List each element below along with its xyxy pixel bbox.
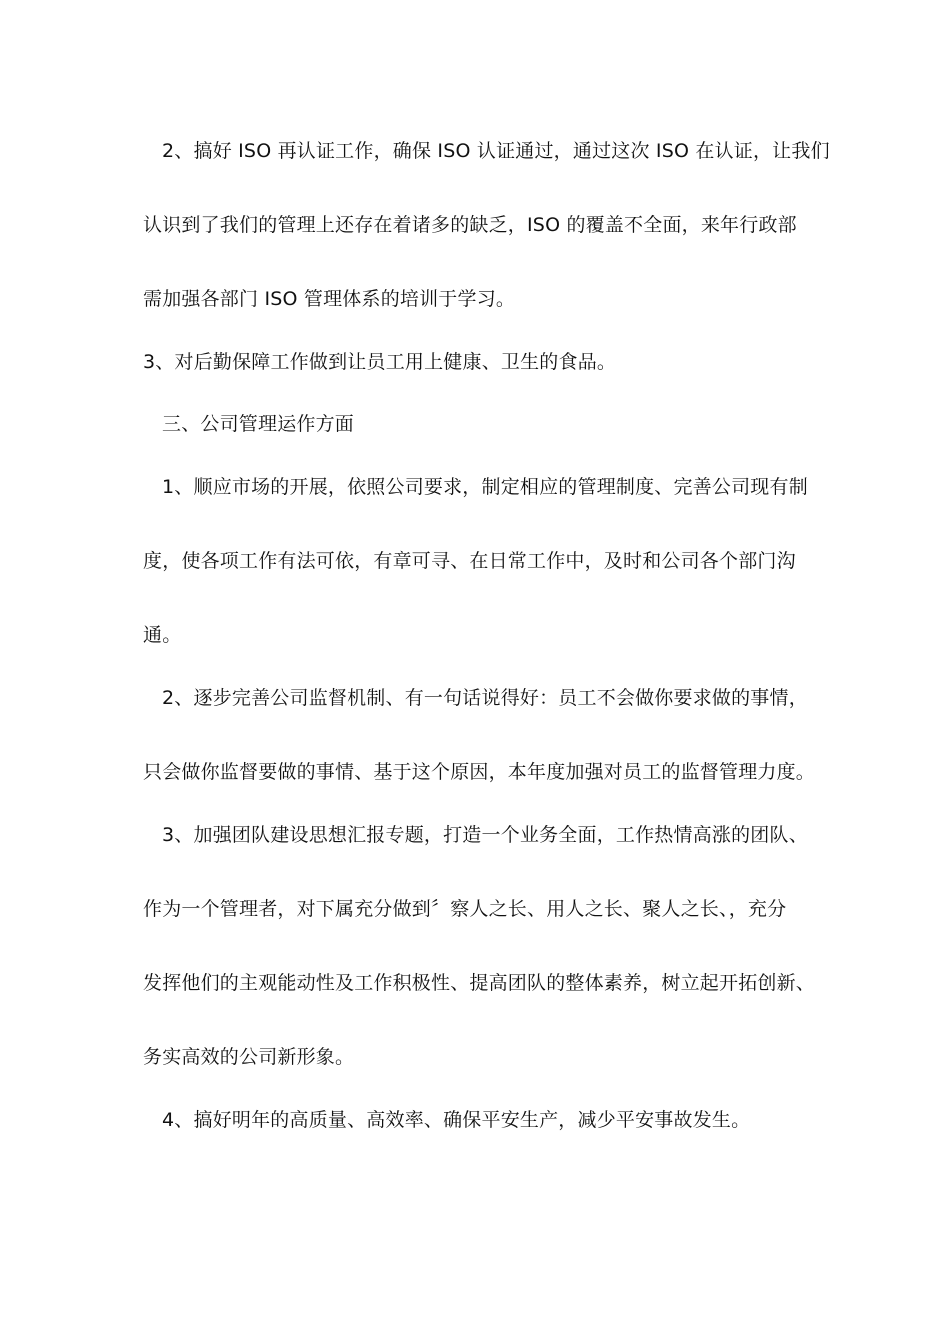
text-line: 3、对后勤保障工作做到让员工用上健康、卫生的食品。: [143, 351, 617, 373]
text-line: 发挥他们的主观能动性及工作积极性、提高团队的整体素养，树立起开拓创新、: [143, 972, 816, 994]
text-line: 作为一个管理者，对下属充分做到〞察人之长、用人之长、聚人之长、，充分: [143, 898, 787, 920]
text-line: 度，使各项工作有法可依，有章可寻、在日常工作中，及时和公司各个部门沟: [143, 550, 796, 572]
text-line: 2、逐步完善公司监督机制、有一句话说得好：员工不会做你要求做的事情，: [162, 687, 808, 709]
text-line: 3、加强团队建设思想汇报专题，打造一个业务全面，工作热情高涨的团队、: [162, 824, 808, 846]
text-line: 通。: [143, 624, 182, 646]
text-line: 只会做你监督要做的事情、基于这个原因，本年度加强对员工的监督管理力度。: [143, 761, 816, 783]
text-line: 2、搞好 ISO 再认证工作，确保 ISO 认证通过，通过这次 ISO 在认证，让我们: [162, 140, 830, 162]
text-line: 1、顺应市场的开展，依照公司要求，制定相应的管理制度、完善公司现有制: [162, 476, 808, 498]
text-line: 需加强各部门 ISO 管理体系的培训于学习。: [143, 288, 516, 310]
section-heading: 三、公司管理运作方面: [162, 413, 355, 435]
text-line: 认识到了我们的管理上还存在着诸多的缺乏，ISO 的覆盖不全面，来年行政部: [143, 214, 797, 236]
text-line: 4、搞好明年的高质量、高效率、确保平安生产，减少平安事故发生。: [162, 1109, 751, 1131]
text-line: 务实高效的公司新形象。: [143, 1046, 355, 1068]
